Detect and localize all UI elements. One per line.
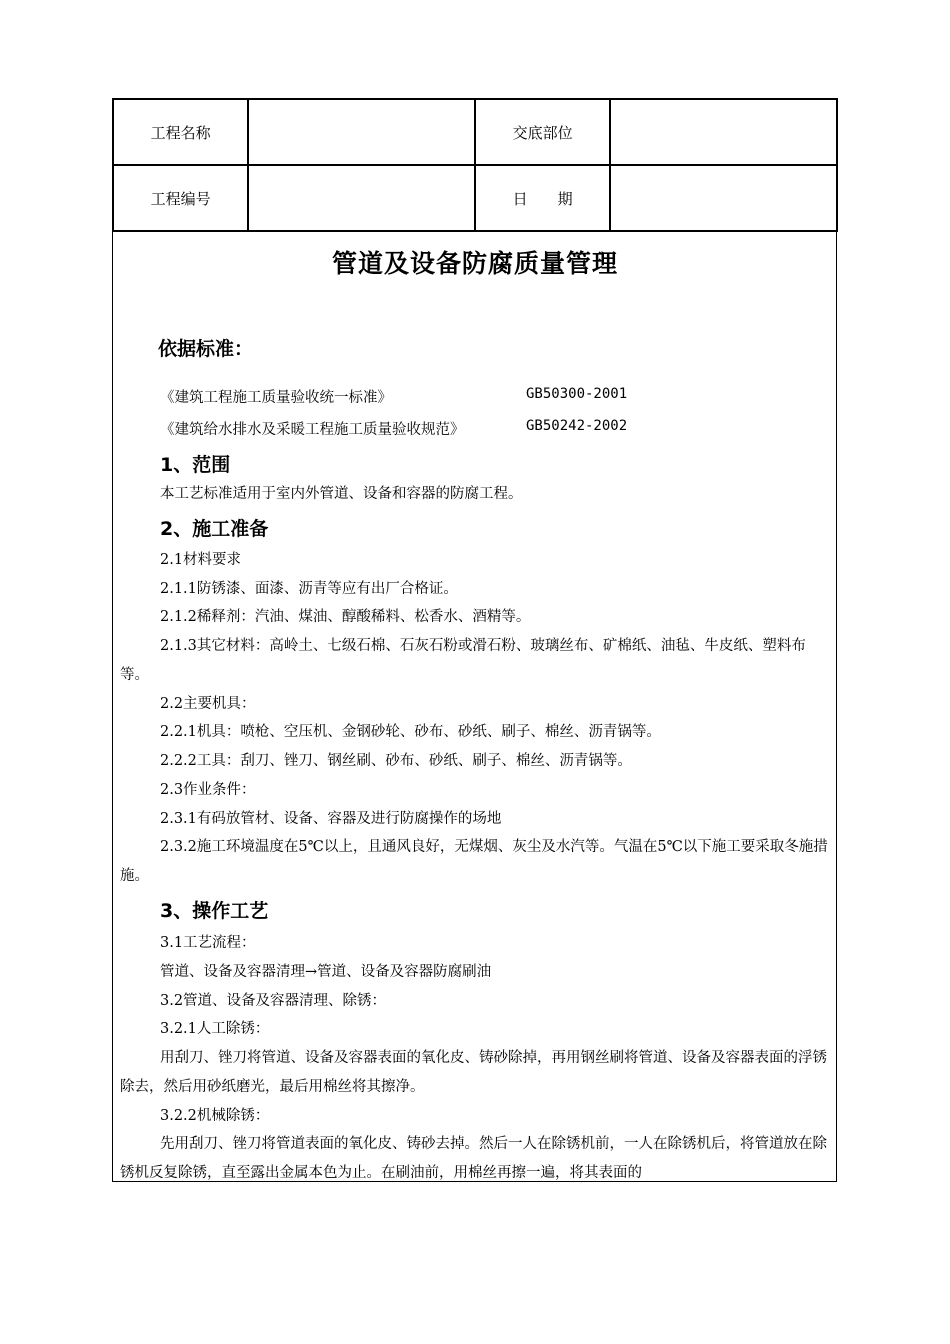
- para-2-1-2: 2.1.2稀释剂：汽油、煤油、醇酸稀料、松香水、酒精等。: [160, 609, 531, 625]
- date-label: 日 期: [475, 165, 611, 231]
- para-2-1-3: 2.1.3其它材料：高岭土、七级石棉、石灰石粉或滑石粉、玻璃丝布、矿棉纸、油毡、牛皮纸、塑料布等。: [120, 638, 806, 683]
- basis-heading: 依据标准：: [158, 338, 254, 360]
- header-row-2: [113, 165, 837, 231]
- para-3-2: 3.2管道、设备及容器清理、除锈：: [160, 993, 387, 1009]
- para-3-2-2-text: 先用刮刀、锉刀将管道表面的氧化皮、铸砂去掉。然后一人在除锈机前，一人在除锈机后，将管道放在除锈机反复除锈，直至露出金属本色为止。在刷油前，用棉丝再擦一遍，将其表面的: [120, 1136, 827, 1181]
- section-1-text: 本工艺标准适用于室内外管道、设备和容器的防腐工程。: [160, 486, 523, 502]
- handover-part-value: [610, 99, 837, 165]
- header-row-1: [113, 99, 837, 165]
- para-2-3: 2.3作业条件：: [160, 782, 256, 798]
- section-2-heading: 2、施工准备: [160, 518, 269, 540]
- para-3-2-1-text: 用刮刀、锉刀将管道、设备及容器表面的氧化皮、铸砂除掉，再用钢丝刷将管道、设备及容器表面的浮锈除去，然后用砂纸磨光，最后用棉丝将其擦净。: [120, 1050, 827, 1095]
- para-2-2: 2.2主要机具：: [160, 696, 256, 712]
- date-value: [610, 165, 837, 231]
- standard-name: 《建筑工程施工质量验收统一标准》: [160, 390, 392, 406]
- header-table: [112, 98, 838, 232]
- standard-code: GB50300-2001: [526, 386, 628, 402]
- para-2-3-2: 2.3.2施工环境温度在5℃以上，且通风良好，无煤烟、灰尘及水汽等。气温在5℃以下施工要采取冬施措施。: [120, 839, 828, 884]
- para-2-2-1: 2.2.1机具：喷枪、空压机、金钢砂轮、砂布、砂纸、刷子、棉丝、沥青锅等。: [160, 724, 661, 740]
- standard-name: 《建筑给水排水及采暖工程施工质量验收规范》: [160, 422, 465, 438]
- section-3-heading: 3、操作工艺: [160, 900, 269, 922]
- para-2-1-1: 2.1.1防锈漆、面漆、沥青等应有出厂合格证。: [160, 581, 458, 597]
- para-3-2-1: 3.2.1人工除锈：: [160, 1021, 270, 1037]
- project-no-label: 工程编号: [113, 165, 248, 231]
- para-2-3-1: 2.3.1有码放管材、设备、容器及进行防腐操作的场地: [160, 811, 502, 827]
- para-3-1-flow: 管道、设备及容器清理→管道、设备及容器防腐刷油: [160, 964, 492, 980]
- document-title: 管道及设备防腐质量管理: [331, 249, 618, 278]
- section-1-heading: 1、范围: [160, 454, 231, 476]
- para-3-1: 3.1工艺流程：: [160, 935, 256, 951]
- project-name-value: [248, 99, 475, 165]
- para-3-2-2: 3.2.2机械除锈：: [160, 1108, 270, 1124]
- project-name-label: 工程名称: [113, 99, 248, 165]
- para-2-1: 2.1材料要求: [160, 552, 242, 568]
- project-no-value: [248, 165, 475, 231]
- para-2-2-2: 2.2.2工具：刮刀、锉刀、钢丝刷、砂布、砂纸、刷子、棉丝、沥青锅等。: [160, 753, 632, 769]
- standard-line-2: [160, 418, 628, 439]
- handover-part-label: 交底部位: [475, 99, 611, 165]
- standard-code: GB50242-2002: [526, 418, 628, 434]
- standard-line-1: [160, 386, 628, 407]
